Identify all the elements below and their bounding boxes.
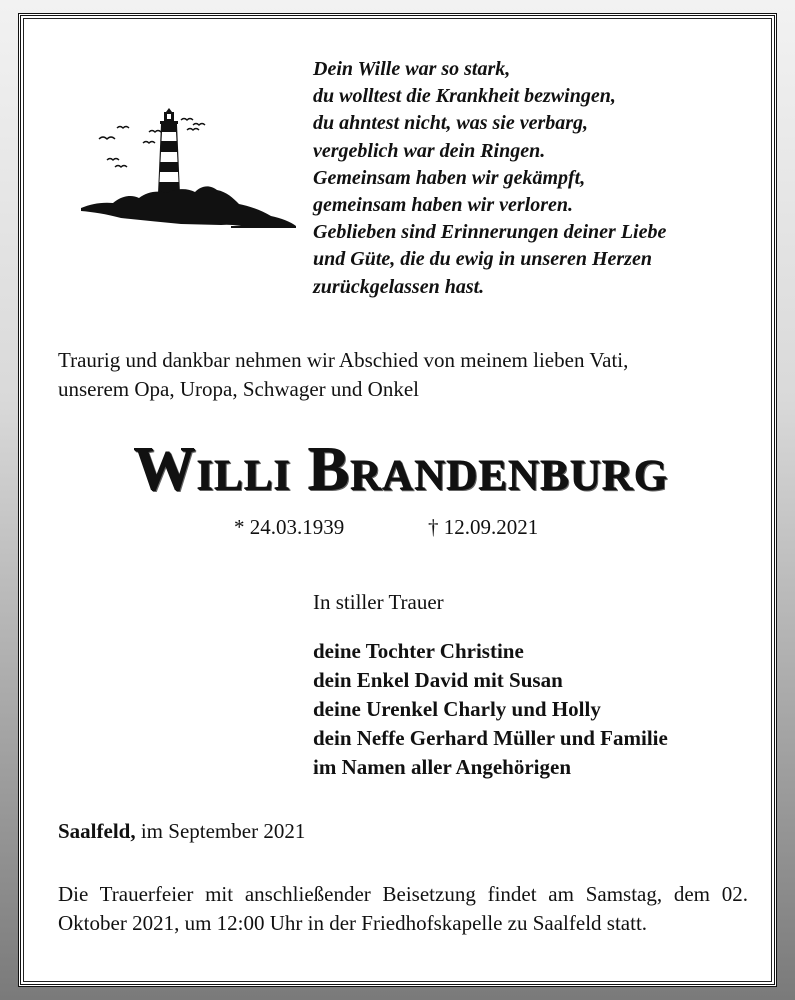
intro-line: Traurig und dankbar nehmen wir Abschied von meinem lieben Vati, [58,348,629,372]
poem-line: und Güte, die du ewig in unseren Herzen [313,248,652,271]
mourner-item: dein Neffe Gerhard Müller und Familie [313,726,668,750]
intro-line: unserem Opa, Uropa, Schwager und Onkel [58,377,419,401]
farewell-intro [58,346,758,404]
place-date [58,816,305,846]
poem-line: du wolltest die Krankheit bezwingen, [313,85,616,108]
poem-line: Dein Wille war so stark, [313,58,511,80]
mourner-item: dein Enkel David mit Susan [313,668,563,692]
mourner-item: deine Urenkel Charly und Holly [313,697,601,721]
obituary-frame [18,13,777,987]
mourners-list [313,637,668,782]
mourner-item: deine Tochter Christine [313,639,524,663]
place-city: Saalfeld, [58,819,136,843]
death-date: † 12.09.2021 [428,515,539,539]
birds-icon [99,119,205,168]
mourner-item: im Namen aller Angehörigen [313,755,572,779]
poem-line: Gemeinsam haben wir gekämpft, [313,166,586,189]
poem-line: Geblieben sind Erinnerungen deiner Liebe [313,221,667,244]
deceased-name: Willi Brandenburg [133,435,668,503]
poem-line: zurückgelassen hast. [313,275,485,298]
birth-date: * 24.03.1939 [234,515,345,539]
poem [313,56,763,301]
poem-line: du ahntest nicht, was sie verbarg, [313,112,589,135]
poem-line: vergeblich war dein Ringen. [313,139,546,162]
place-month: im September 2021 [135,819,306,843]
lighthouse-icon [81,108,296,233]
mourning-heading: In stiller Trauer [313,590,444,614]
poem-line: gemeinsam haben wir verloren. [313,194,574,217]
ceremony-notice: Die Trauerfeier mit anschließender Beisetzung findet am Samstag, dem 02. Oktober 2021, um 12:00 Uhr in der Friedhofskapelle zu Saalfeld statt. [58,882,748,935]
